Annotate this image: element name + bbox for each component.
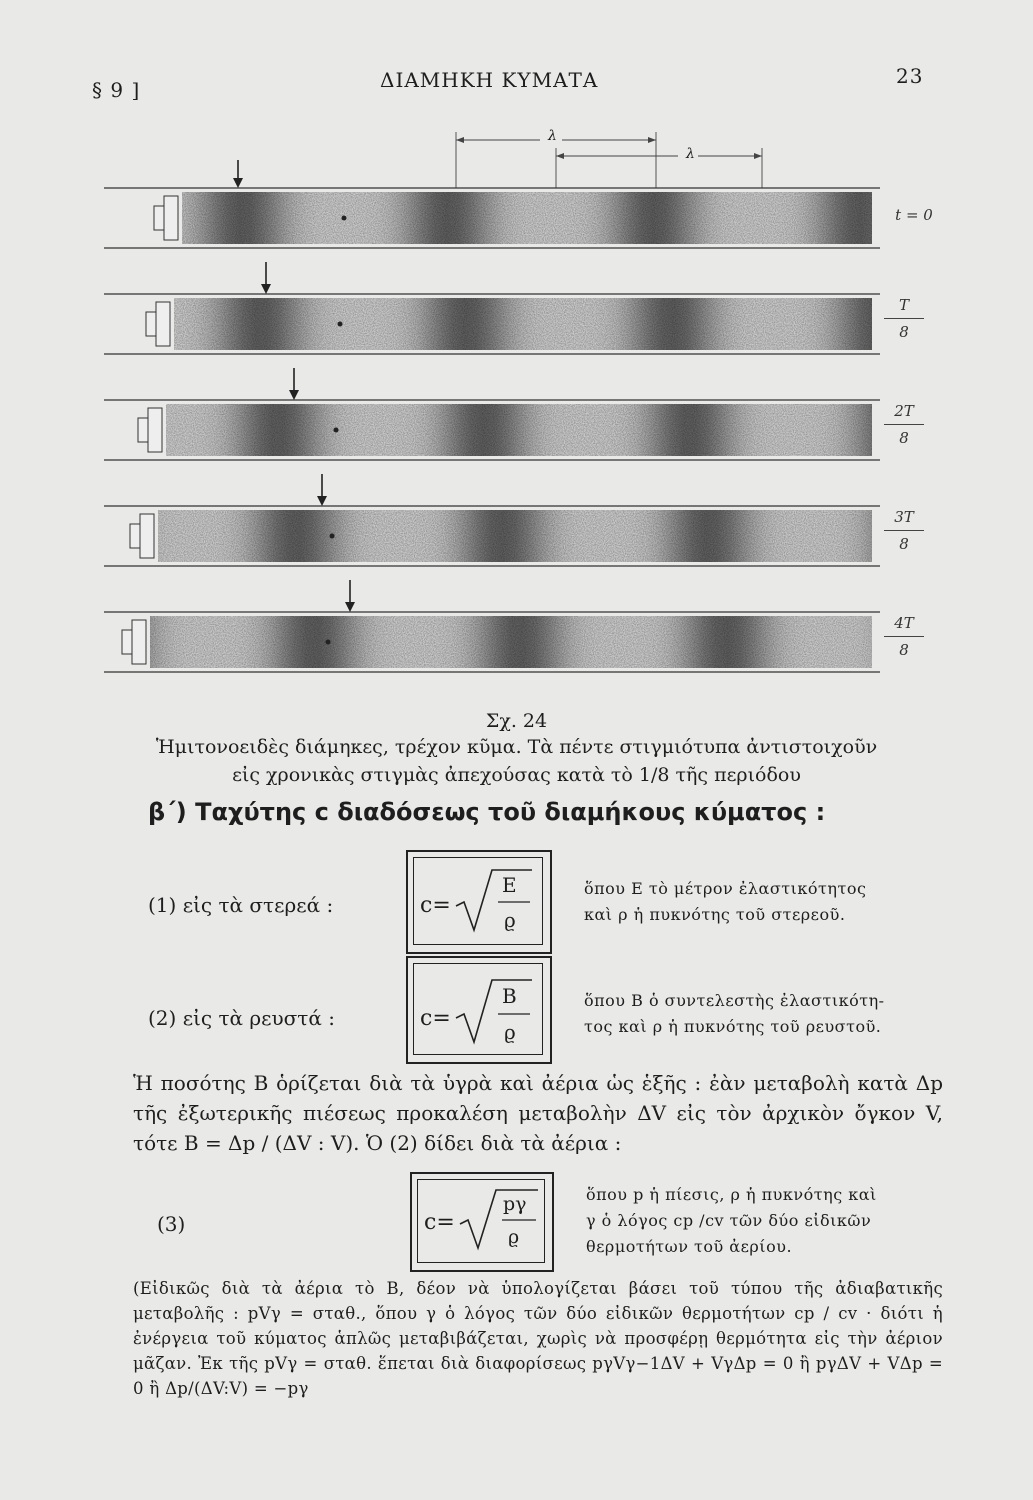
time-label-denominator: 8 bbox=[899, 323, 909, 341]
down-arrow-icon bbox=[317, 496, 327, 506]
wave-snapshots-figure bbox=[0, 160, 1033, 700]
formula-1-denominator: ϱ bbox=[504, 908, 516, 932]
paragraph-bulk-modulus: Ἡ ποσότης B ὁρίζεται διὰ τὰ ὑγρὰ καὶ ἀέρια ὡς ἑξῆς : ἐὰν μεταβολὴ κατὰ Δp τῆς ἐξωτερικῆς πιέσεως προκαλέση μεταβολὴν ΔV εἰς τὸν ἀρχικὸν ὄγκον V, τότε B = Δp / (ΔV : V). Ὁ (2) δίδει διὰ τὰ ἀέρια : bbox=[133, 1071, 943, 1155]
wave-strip-3 bbox=[104, 474, 880, 566]
page-number: 23 bbox=[896, 64, 924, 88]
figure-number: Σχ. 24 bbox=[485, 710, 548, 732]
figure-caption-line1: Ἡμιτονοειδὲς διάμηκες, τρέχον κῦμα. Τὰ πέντε στιγμιότυπα ἀντιστοιχοῦν bbox=[155, 736, 878, 758]
formula-2-denominator: ϱ bbox=[504, 1020, 516, 1044]
formula-2-note-line2: τος καὶ ρ ἡ πυκνότης τοῦ ρευστοῦ. bbox=[584, 1017, 882, 1036]
down-arrow-icon bbox=[233, 178, 243, 188]
formula-3-numerator: pγ bbox=[503, 1193, 527, 1215]
time-label-numerator: 4T bbox=[884, 614, 924, 637]
down-arrow-icon bbox=[345, 602, 355, 612]
wave-strip-4 bbox=[104, 580, 880, 672]
formula-2-numerator: B bbox=[502, 984, 517, 1008]
time-label-4 bbox=[884, 614, 924, 659]
wave-strip-1 bbox=[104, 262, 880, 354]
formula-3-note-line1: ὅπου p ἡ πίεσις, ρ ἡ πυκνότης καὶ bbox=[586, 1185, 877, 1204]
time-label-denominator: 8 bbox=[899, 429, 909, 447]
wavelength-label-2: λ bbox=[686, 146, 695, 162]
formula-1-lhs: c= bbox=[420, 893, 451, 918]
formula-3-note-line3: θερμοτήτων τοῦ ἀερίου. bbox=[586, 1237, 793, 1256]
running-title: ΔΙΑΜΗΚΗ ΚΥΜΑΤΑ bbox=[380, 68, 599, 92]
down-arrow-icon bbox=[289, 390, 299, 400]
formula-3-label: (3) bbox=[157, 1212, 186, 1236]
radical-sign-3 bbox=[458, 1186, 540, 1254]
wave-strip-0 bbox=[104, 160, 880, 248]
formula-1-note-line1: ὅπου E τὸ μέτρον ἐλαστικότητος bbox=[584, 879, 867, 898]
time-label-numerator: T bbox=[884, 296, 924, 319]
formula-1-note-line2: καὶ ρ ἡ πυκνότης τοῦ στερεοῦ. bbox=[584, 905, 846, 924]
down-arrow-icon bbox=[261, 284, 271, 294]
section-marker: § 9 ] bbox=[92, 78, 141, 102]
formula-2-label: (2) εἰς τὰ ρευστά : bbox=[148, 1006, 335, 1030]
time-label-1 bbox=[884, 296, 924, 341]
formula-2-lhs: c= bbox=[420, 1006, 451, 1031]
time-label-numerator: 3T bbox=[884, 508, 924, 531]
formula-1-label: (1) εἰς τὰ στερεά : bbox=[148, 893, 334, 917]
formula-3-denominator: ϱ bbox=[508, 1226, 520, 1248]
wave-strip-2 bbox=[104, 368, 880, 460]
time-label-denominator: 8 bbox=[899, 641, 909, 659]
radical-sign-1 bbox=[454, 866, 534, 936]
time-label-3 bbox=[884, 508, 924, 553]
time-label-2 bbox=[884, 402, 924, 447]
formula-2-note-line1: ὅπου B ὁ συντελεστὴς ἐλαστικότη- bbox=[584, 991, 885, 1010]
figure-caption-line2: εἰς χρονικὰς στιγμὰς ἀπεχούσας κατὰ τὸ 1/8 τῆς περιόδου bbox=[232, 764, 801, 786]
wavelength-label-1: λ bbox=[548, 128, 557, 144]
time-label-0: t = 0 bbox=[895, 206, 933, 224]
formula-3-note-line2: γ ὁ λόγος cp /cv τῶν δύο εἰδικῶν bbox=[586, 1211, 872, 1230]
radical-sign-2 bbox=[454, 976, 534, 1048]
time-label-denominator: 8 bbox=[899, 535, 909, 553]
time-label-numerator: 2T bbox=[884, 402, 924, 425]
formula-3-lhs: c= bbox=[424, 1210, 455, 1235]
formula-1-numerator: E bbox=[502, 873, 517, 897]
section-heading: β΄) Ταχύτης c διαδόσεως τοῦ διαμήκους κύματος : bbox=[148, 798, 826, 826]
paragraph-adiabatic-note: (Εἰδικῶς διὰ τὰ ἀέρια τὸ B, δέον νὰ ὑπολογίζεται βάσει τοῦ τύπου τῆς ἀδιαβατικῆς μεταβολῆς : pVγ = σταθ., ὅπου γ ὁ λόγος τῶν δύο εἰδικῶν θερμοτήτων cp / cv · διότι ἡ ἐνέργεια τοῦ κύματος ἁπλῶς μεταβιβάζεται, χωρὶς νὰ προσφέρῃ θερμότητα εἰς τὴν ἀέριον μᾶζαν. Ἐκ τῆς pVγ = σταθ. ἕπεται διὰ διαφορίσεως pγVγ−1ΔV + VγΔp = 0 ἢ pγΔV + VΔp = 0 ἢ Δp/(ΔV:V) = −pγ bbox=[133, 1279, 943, 1398]
